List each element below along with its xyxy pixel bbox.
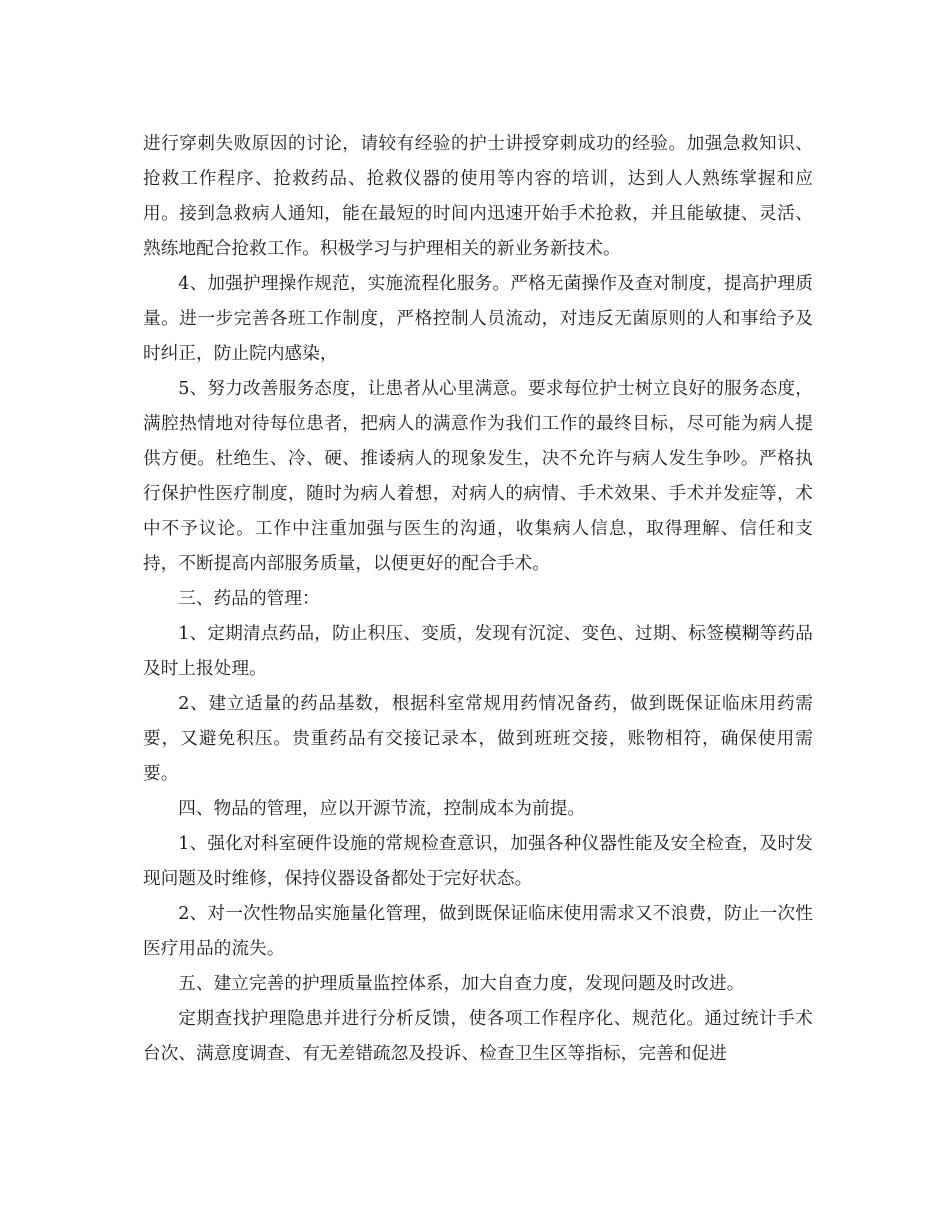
paragraph-drug-item-2: 2、建立适量的药品基数，根据科室常规用药情况备药，做到既保证临床用药需要，又避免积压。贵重药品有交接记录本，做到班班交接，账物相符，确保使用需要。: [143, 694, 813, 784]
paragraph-item-4-operation-norms: 4、加强护理操作规范，实施流程化服务。严格无菌操作及查对制度，提高护理质量。进一步完善各班工作制度，严格控制人员流动，对违反无菌原则的人和事给予及时纠正，防止院内感染，: [143, 274, 813, 364]
section-heading-drug-management: 三、药品的管理：: [178, 589, 320, 609]
paragraph-emergency-training: 进行穿刺失败原因的讨论，请较有经验的护士讲授穿刺成功的经验。加强急救知识、抢救工作程序、抢救药品、抢救仪器的使用等内容的培训，达到人人熟练掌握和应用。接到急救病人通知，能在最短的时间内迅速开始手术抢救，并且能敏捷、灵活、熟练地配合抢救工作。积极学习与护理相关的新业务新技术。: [143, 134, 813, 259]
section-heading-supplies-management: 四、物品的管理，应以开源节流，控制成本为前提。: [178, 799, 586, 819]
section-heading-quality-monitoring: 五、建立完善的护理质量监控体系，加大自查力度，发现问题及时改进。: [178, 974, 745, 994]
document-body: [143, 127, 813, 1072]
paragraph-drug-item-1: 1、定期清点药品，防止积压、变质，发现有沉淀、变色、过期、标签模糊等药品及时上报处理。: [143, 624, 813, 679]
paragraph-item-5-service-attitude: 5、努力改善服务态度，让患者从心里满意。要求每位护士树立良好的服务态度，满腔热情地对待每位患者，把病人的满意作为我们工作的最终目标，尽可能为病人提供方便。杜绝生、冷、硬、推诿病人的现象发生，决不允许与病人发生争吵。严格执行保护性医疗制度，随时为病人着想，对病人的病情、手术效果、手术并发症等，术中不予议论。工作中注重加强与医生的沟通，收集病人信息，取得理解、信任和支持，不断提高内部服务质量，以便更好的配合手术。: [143, 379, 813, 574]
paragraph-supplies-item-2: 2、对一次性物品实施量化管理，做到既保证临床使用需求又不浪费，防止一次性医疗用品的流失。: [143, 904, 813, 959]
paragraph-quality-review: 定期查找护理隐患并进行分析反馈，使各项工作程序化、规范化。通过统计手术台次、满意度调查、有无差错疏忽及投诉、检查卫生区等指标，完善和促进: [143, 1009, 813, 1064]
paragraph-supplies-item-1: 1、强化对科室硬件设施的常规检查意识，加强各种仪器性能及安全检查，及时发现问题及时维修，保持仪器设备都处于完好状态。: [143, 834, 813, 889]
